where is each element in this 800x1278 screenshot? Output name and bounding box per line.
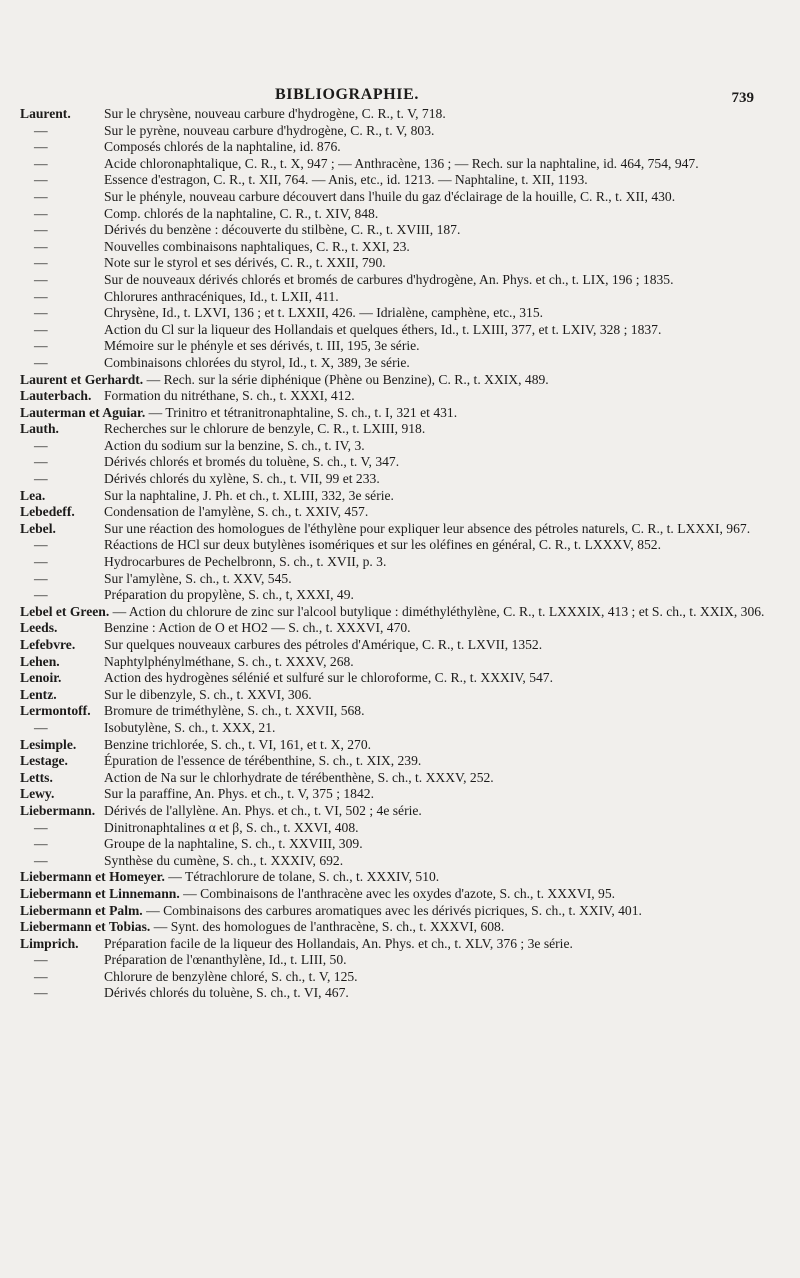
- entry-author: Laurent et Gerhardt.: [20, 371, 144, 387]
- bibliography-entry: [20, 620, 786, 637]
- entry-text: — Tétrachlorure de tolane, S. ch., t. XXXIV, 510.: [168, 869, 440, 885]
- entry-author: Liebermann et Homeyer.: [20, 869, 165, 885]
- bibliography-entry: [20, 305, 786, 322]
- entry-author: Lewy.: [20, 786, 55, 802]
- entry-text: Bromure de triméthylène, S. ch., t. XXVII, 568.: [104, 703, 365, 719]
- bibliography-entry: [20, 289, 786, 306]
- entry-text: Dinitronaphtalines α et β, S. ch., t. XXVI, 408.: [104, 819, 359, 835]
- entry-author: —: [34, 205, 48, 221]
- entry-text: — Synt. des homologues de l'anthracène, S. ch., t. XXXVI, 608.: [153, 919, 505, 935]
- bibliography-entry: [20, 703, 786, 720]
- entry-text: Sur le dibenzyle, S. ch., t. XXVI, 306.: [104, 686, 312, 702]
- entry-text: Synthèse du cumène, S. ch., t. XXXIV, 692.: [104, 852, 344, 868]
- bibliography-entry: [20, 753, 786, 770]
- entry-text: Épuration de l'essence de térébenthine, S. ch., t. XIX, 239.: [104, 753, 422, 769]
- bibliography-entry: [20, 803, 786, 820]
- entry-text: Chlorures anthracéniques, Id., t. LXII, 411.: [104, 288, 339, 304]
- entry-text: Dérivés chlorés du toluène, S. ch., t. VI, 467.: [104, 985, 349, 1001]
- bibliography-entry: [20, 853, 786, 870]
- entry-text: — Combinaisons de l'anthracène avec les oxydes d'azote, S. ch., t. XXXVI, 95.: [183, 885, 616, 901]
- entry-author: Lebel.: [20, 520, 56, 536]
- entry-author: —: [34, 968, 48, 984]
- entry-author: —: [34, 554, 48, 570]
- bibliography-entry: [20, 770, 786, 787]
- entry-text: Sur une réaction des homologues de l'éthylène pour expliquer leur absence des pétroles naturels, C. R., t. LXXXI, 967.: [104, 520, 751, 536]
- entry-author: —: [34, 454, 48, 470]
- entry-author: Lebel et Green.: [20, 603, 110, 619]
- entry-author: Lauth.: [20, 421, 59, 437]
- bibliography-entry: [20, 637, 786, 654]
- bibliography-entry: [20, 355, 786, 372]
- entry-author: —: [34, 222, 48, 238]
- entry-text: Condensation de l'amylène, S. ch., t. XXIV, 457.: [104, 504, 369, 520]
- bibliography-entry: [20, 139, 786, 156]
- entry-text: Recherches sur le chlorure de benzyle, C. R., t. LXIII, 918.: [104, 421, 426, 437]
- bibliography-entry: [20, 504, 786, 521]
- entry-author: —: [34, 305, 48, 321]
- entry-text: Préparation facile de la liqueur des Hollandais, An. Phys. et ch., t. XLV, 376 ; 3e série.: [104, 935, 573, 951]
- entry-text: Combinaisons chlorées du styrol, Id., t. X, 389, 3e série.: [104, 354, 410, 370]
- entry-text: Mémoire sur le phényle et ses dérivés, t. III, 195, 3e série.: [104, 338, 420, 354]
- entry-author: Liebermann et Palm.: [20, 902, 143, 918]
- bibliography-entry: [20, 338, 786, 355]
- bibliography-entry: [20, 587, 786, 604]
- entry-author: Lesimple.: [20, 736, 77, 752]
- entry-text: Formation du nitréthane, S. ch., t. XXXI, 412.: [104, 388, 355, 404]
- entry-author: Lehen.: [20, 653, 60, 669]
- entry-author: Lauterbach.: [20, 388, 92, 404]
- entry-author: Lefebvre.: [20, 637, 76, 652]
- bibliography-entry: [20, 189, 786, 206]
- bibliography-entry: [20, 820, 786, 837]
- entry-author: Lea.: [20, 487, 46, 503]
- entry-text: Note sur le styrol et ses dérivés, C. R., t. XXII, 790.: [104, 255, 386, 271]
- entry-text: Sur le chrysène, nouveau carbure d'hydrogène, C. R., t. V, 718.: [104, 106, 446, 121]
- entry-author: —: [34, 288, 48, 304]
- entry-author: —: [34, 122, 48, 138]
- bibliography-entry: [20, 471, 786, 488]
- bibliography-entry: [20, 521, 786, 538]
- entry-text: Préparation du propylène, S. ch., t, XXXI, 49.: [104, 587, 354, 603]
- entry-text: Nouvelles combinaisons naphtaliques, C. R., t. XXI, 23.: [104, 238, 410, 254]
- entry-author: Liebermann et Tobias.: [20, 919, 151, 935]
- entry-text: Préparation de l'œnanthylène, Id., t. LIII, 50.: [104, 952, 347, 968]
- entry-text: Naphtylphénylméthane, S. ch., t. XXXV, 268.: [104, 653, 354, 669]
- entry-text: Sur la naphtaline, J. Ph. et ch., t. XLIII, 332, 3e série.: [104, 487, 394, 503]
- entry-author: —: [34, 338, 48, 354]
- entry-author: Lestage.: [20, 753, 68, 769]
- entry-author: Lentz.: [20, 686, 57, 702]
- entry-text: — Combinaisons des carbures aromatiques avec les dérivés picriques, S. ch., t. XXIV, 401.: [146, 902, 642, 918]
- bibliography-entry: [20, 421, 786, 438]
- bibliography-entry: [20, 969, 786, 986]
- entry-author: —: [34, 570, 48, 586]
- entry-text: Dérivés chlorés et bromés du toluène, S. ch., t. V, 347.: [104, 454, 400, 470]
- entry-text: Benzine trichlorée, S. ch., t. VI, 161, et t. X, 270.: [104, 736, 372, 752]
- bibliography-entry: [20, 156, 786, 173]
- entry-author: —: [34, 952, 48, 968]
- entry-text: Sur quelques nouveaux carbures des pétroles d'Amérique, C. R., t. LXVII, 1352.: [104, 637, 543, 652]
- entry-author: Lenoir.: [20, 670, 62, 686]
- entry-text: Composés chlorés de la naphtaline, id. 876.: [104, 139, 341, 155]
- bibliography-entry: [20, 952, 786, 969]
- entry-author: —: [34, 255, 48, 271]
- entry-author: —: [34, 719, 48, 735]
- bibliography-entry: [20, 687, 786, 704]
- bibliography-entry: [20, 919, 786, 936]
- bibliography-entry: [20, 454, 786, 471]
- bibliography-entry: [20, 836, 786, 853]
- entry-author: —: [34, 354, 48, 370]
- entry-text: — Rech. sur la série diphénique (Phène ou Benzine), C. R., t. XXIX, 489.: [146, 371, 549, 387]
- bibliography-entry: [20, 255, 786, 272]
- bibliography-entry: [20, 869, 786, 886]
- page-header: [0, 86, 800, 108]
- bibliography-entry: [20, 670, 786, 687]
- bibliography-entry: [20, 388, 786, 405]
- bibliography-entry: [20, 488, 786, 505]
- entry-text: Sur de nouveaux dérivés chlorés et bromés de carbures d'hydrogène, An. Phys. et ch., t. LIX, 196 ; 1835.: [104, 271, 674, 287]
- entry-author: Leeds.: [20, 620, 58, 636]
- entry-text: Dérivés du benzène : découverte du stilbène, C. R., t. XVIII, 187.: [104, 222, 461, 238]
- bibliography-entry: [20, 239, 786, 256]
- entry-author: —: [34, 271, 48, 287]
- entry-author: Letts.: [20, 769, 53, 785]
- bibliography-entry: [20, 936, 786, 953]
- entry-author: —: [34, 852, 48, 868]
- entry-text: Sur l'amylène, S. ch., t. XXV, 545.: [104, 570, 292, 586]
- bibliography-entry: [20, 554, 786, 571]
- bibliography-list: [20, 106, 786, 1002]
- entry-text: Sur le pyrène, nouveau carbure d'hydrogène, C. R., t. V, 803.: [104, 122, 435, 138]
- entry-text: Acide chloronaphtalique, C. R., t. X, 947 ; — Anthracène, 136 ; — Rech. sur la naphtaline, id. 464, 754, 947.: [104, 155, 699, 171]
- entry-text: — Trinitro et tétranitronaphtaline, S. ch., t. I, 321 et 431.: [148, 404, 458, 420]
- entry-author: —: [34, 985, 48, 1001]
- entry-text: Isobutylène, S. ch., t. XXX, 21.: [104, 719, 276, 735]
- entry-text: Réactions de HCl sur deux butylènes isomériques et sur les oléfines en général, C. R., t. LXXXV, 852.: [104, 537, 661, 553]
- entry-text: Essence d'estragon, C. R., t. XII, 764. — Anis, etc., id. 1213. — Naphtaline, t. XII, 1193.: [104, 172, 588, 188]
- entry-author: —: [34, 819, 48, 835]
- entry-text: Action des hydrogènes sélénié et sulfuré sur le chloroforme, C. R., t. XXXIV, 547.: [104, 670, 554, 686]
- entry-author: —: [34, 587, 48, 603]
- entry-text: Dérivés chlorés du xylène, S. ch., t. VII, 99 et 233.: [104, 471, 380, 487]
- entry-text: Action du Cl sur la liqueur des Hollandais et quelques éthers, Id., t. LXIII, 377, et t. LXIV, 328 ; 1837.: [104, 321, 662, 337]
- bibliography-entry: [20, 571, 786, 588]
- entry-author: Limprich.: [20, 935, 79, 951]
- bibliography-entry: [20, 654, 786, 671]
- bibliography-entry: [20, 123, 786, 140]
- bibliography-entry: [20, 405, 786, 422]
- entry-text: Dérivés de l'allylène. An. Phys. et ch., t. VI, 502 ; 4e série.: [104, 802, 422, 818]
- bibliography-entry: [20, 322, 786, 339]
- entry-author: Laurent.: [20, 106, 71, 121]
- entry-author: —: [34, 321, 48, 337]
- bibliography-entry: [20, 272, 786, 289]
- bibliography-entry: [20, 886, 786, 903]
- entry-author: —: [34, 238, 48, 254]
- entry-text: Sur la paraffine, An. Phys. et ch., t. V, 375 ; 1842.: [104, 786, 374, 802]
- entry-author: Liebermann et Linnemann.: [20, 885, 180, 901]
- entry-text: Groupe de la naphtaline, S. ch., t. XXVIII, 309.: [104, 836, 363, 852]
- bibliography-entry: [20, 438, 786, 455]
- entry-author: Lauterman et Aguiar.: [20, 404, 146, 420]
- entry-author: —: [34, 139, 48, 155]
- entry-author: —: [34, 471, 48, 487]
- bibliography-entry: [20, 372, 786, 389]
- bibliography-entry: [20, 537, 786, 554]
- entry-author: —: [34, 437, 48, 453]
- bibliography-entry: [20, 903, 786, 920]
- entry-author: Lermontoff.: [20, 703, 91, 719]
- entry-author: —: [34, 172, 48, 188]
- entry-text: Chrysène, Id., t. LXVI, 136 ; et t. LXXII, 426. — Idrialène, camphène, etc., 315.: [104, 305, 544, 321]
- entry-author: —: [34, 537, 48, 553]
- bibliography-entry: [20, 786, 786, 803]
- bibliography-entry: [20, 737, 786, 754]
- bibliography-entry: [20, 720, 786, 737]
- bibliography-entry: [20, 172, 786, 189]
- entry-text: — Action du chlorure de zinc sur l'alcool butylique : diméthyléthylène, C. R., t. LXXXIX, 413 ; et S. ch., t. XXIX, 306.: [112, 603, 765, 619]
- running-head: BIBLIOGRAPHIE.: [275, 86, 419, 103]
- bibliography-entry: [20, 206, 786, 223]
- entry-author: —: [34, 188, 48, 204]
- entry-text: Comp. chlorés de la naphtaline, C. R., t. XIV, 848.: [104, 205, 379, 221]
- entry-author: —: [34, 836, 48, 852]
- entry-text: Sur le phényle, nouveau carbure découvert dans l'huile du gaz d'éclairage de la houille, C. R., t. XII, 430.: [104, 188, 676, 204]
- entry-author: Lebedeff.: [20, 504, 75, 520]
- entry-text: Chlorure de benzylène chloré, S. ch., t. V, 125.: [104, 968, 358, 984]
- entry-text: Action du sodium sur la benzine, S. ch., t. IV, 3.: [104, 437, 365, 453]
- bibliography-entry: [20, 222, 786, 239]
- entry-text: Benzine : Action de O et HO2 — S. ch., t. XXXVI, 470.: [104, 620, 411, 636]
- page-number: 739: [731, 90, 754, 106]
- entry-text: Action de Na sur le chlorhydrate de térébenthène, S. ch., t. XXXV, 252.: [104, 769, 494, 785]
- bibliography-entry: [20, 106, 786, 123]
- entry-author: —: [34, 155, 48, 171]
- bibliography-entry: [20, 985, 786, 1002]
- entry-author: Liebermann.: [20, 802, 96, 818]
- entry-text: Hydrocarbures de Pechelbronn, S. ch., t. XVII, p. 3.: [104, 554, 387, 570]
- bibliography-entry: [20, 604, 786, 621]
